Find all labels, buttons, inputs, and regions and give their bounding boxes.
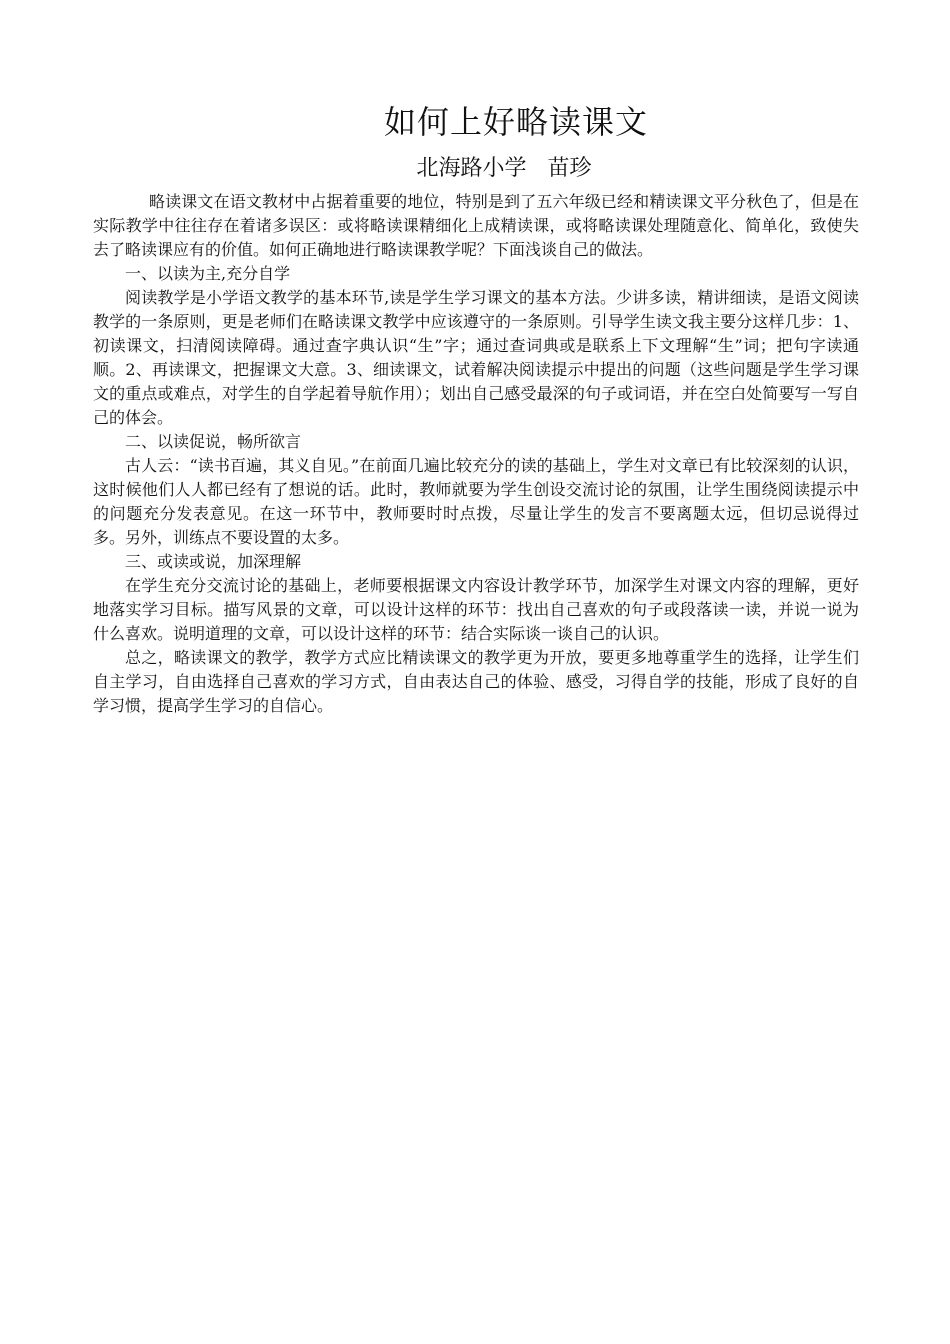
section-paragraph-1: 阅读教学是小学语文教学的基本环节,读是学生学习课文的基本方法。少讲多读，精讲细读，是语文阅读教学的一条原则，更是老师们在略读课文教学中应该遵守的一条原则。引导学生读文我主要分这样几步：1、初读课文，扫清阅读障碍。通过查字典认识“生”字；通过查词典或是联系上下文理解“生”词；把句字读通顺。2、再读课文，把握课文大意。3、细读课文，试着解决阅读提示中提出的问题（这些问题是学生学习课文的重点或难点，对学生的自学起着导航作用）；划出自己感受最深的句子或词语，并在空白处简要写一写自己的体会。 [93,288,859,427]
section-heading-3: 三、或读或说，加深理解 [125,552,302,571]
conclusion-paragraph: 总之，略读课文的教学，教学方式应比精读课文的教学更为开放，要更多地尊重学生的选择，让学生们自主学习，自由选择自己喜欢的学习方式，自由表达自己的体验、感受，习得自学的技能，形成了良好的自学习惯，提高学生学习的自信心。 [93,648,859,715]
section-heading-1: 一、以读为主,充分自学 [125,264,291,283]
section-paragraph-2: 古人云：“读书百遍，其义自见。”在前面几遍比较充分的读的基础上，学生对文章已有比较深刻的认识，这时候他们人人都已经有了想说的话。此时，教师就要为学生创设交流讨论的氛围，让学生围绕阅读提示中的问题充分发表意见。在这一环节中，教师要时时点拨，尽量让学生的发言不要离题太远，但切忌说得过多。另外，训练点不要设置的太多。 [93,456,859,547]
intro-paragraph: 略读课文在语文教材中占据着重要的地位，特别是到了五六年级已经和精读课文平分秋色了，但是在实际教学中往往存在着诸多误区：或将略读课精细化上成精读课，或将略读课处理随意化、简单化，致使失去了略读课应有的价值。如何正确地进行略读课教学呢？下面浅谈自己的做法。 [93,192,859,259]
section-paragraph-3: 在学生充分交流讨论的基础上，老师要根据课文内容设计教学环节，加深学生对课文内容的理解，更好地落实学习目标。描写风景的文章，可以设计这样的环节：找出自己喜欢的句子或段落读一读，并说一说为什么喜欢。说明道理的文章，可以设计这样的环节：结合实际谈一谈自己的认识。 [93,576,859,643]
section-heading-2: 二、以读促说，畅所欲言 [125,432,302,451]
author-line: 北海路小学 苗珍 [416,156,592,181]
document-title: 如何上好略读课文 [383,103,648,141]
document-body [93,190,859,718]
document-page [93,100,859,718]
